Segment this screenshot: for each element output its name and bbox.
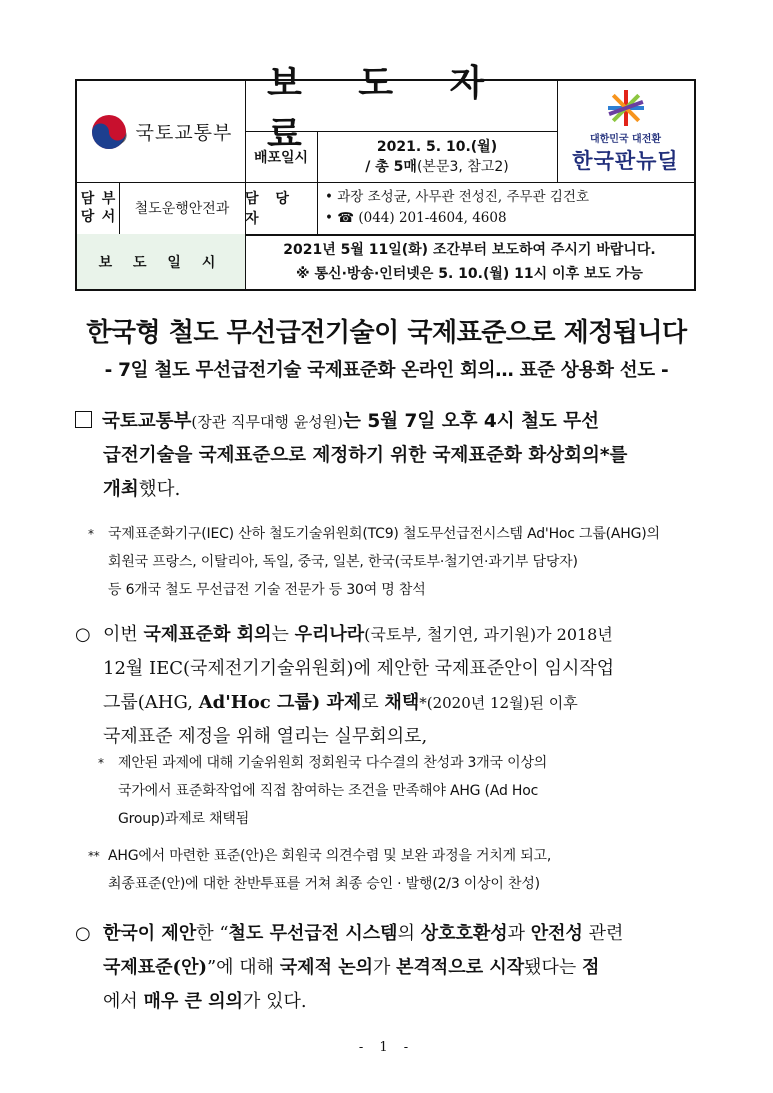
page-number: - 1 -	[358, 1040, 415, 1055]
taegeuk-emblem-icon	[90, 113, 128, 151]
owner-dept-value: 철도운행안전과	[134, 201, 230, 217]
headline: 한국형 철도 무선급전기술이 국제표준으로 제정됩니다	[86, 318, 687, 348]
release-date-value	[245, 234, 694, 289]
paragraph-3: ○ 한국이 제안한 “철도 무선급전 시스템의 상호호환성과 안전성 관련 국제표준(안)”에 대해 국제적 논의가 본격적으로 시작됐다는 점 에서 매우 큰 의의가 있다.	[75, 917, 700, 1019]
checkbox-bullet-icon	[75, 411, 92, 428]
release-line-2: ※ 통신·방송·인터넷은 5. 10.(월) 11시 이후 보도 가능	[296, 265, 643, 282]
distribution-date: 2021. 5. 10.(월)	[376, 138, 498, 155]
brand-small-text: 대한민국 대전환	[589, 134, 662, 145]
release-line-1: 2021년 5월 11일(화) 조간부터 보도하여 주시기 바랍니다.	[283, 241, 656, 258]
korean-new-deal-logo	[557, 81, 694, 182]
release-date-label: 보 도 일 시	[77, 234, 245, 289]
distribution-pages: / 총 5매(본문3, 참고2)	[365, 158, 509, 175]
circle-bullet: ○	[75, 624, 91, 645]
distribution-value	[317, 131, 557, 182]
ministry-logo-text: 국토교통부	[135, 122, 233, 144]
paragraph-1: 국토교통부(장관 직무대행 윤성원)는 5월 7일 오후 4시 철도 무선 급전기술을 국제표준으로 제정하기 위한 국제표준화 화상회의*를 개최했다.	[75, 405, 700, 507]
footnote-3: ** AHG에서 마련한 표준(안)은 회원국 의견수렴 및 보완 과정을 거치게 되고, 최종표준(안)에 대한 찬반투표를 거쳐 최종 승인 · 발행(2/3 이상이 찬성)	[88, 848, 552, 892]
new-deal-burst-icon	[604, 88, 648, 128]
circle-bullet: ○	[75, 923, 91, 944]
paragraph-2: ○ 이번 국제표준화 회의는 우리나라(국토부, 철기연, 과기원)가 2018년 12월 IEC(국제전기기술위원회)에 제안한 국제표준안이 임시작업 그룹(AHG, Ad'Hoc 그룹) 과제로 채택*(2020년 12월)된 이후 국제표준 제정을 위해 열리는 실무회의로,	[75, 618, 700, 754]
person-in-charge-label: 담 당 자	[245, 191, 295, 227]
distribution-label: 배포일시	[253, 149, 309, 166]
charge-names: • 과장 조성균, 사무관 전성진, 주무관 김건호	[325, 189, 589, 205]
owner-dept-label: 담당 부서	[80, 191, 116, 225]
charge-phone: • ☎ (044) 201-4604, 4608	[325, 210, 507, 226]
subheadline: - 7일 철도 무선급전기술 국제표준화 온라인 회의… 표준 상용화 선도 -	[104, 360, 669, 381]
footnote-1: * 국제표준화기구(IEC) 산하 철도기술위원회(TC9) 철도무선급전시스템 Ad'Hoc 그룹(AHG)의 회원국 프랑스, 이탈리아, 독일, 중국, 일본, 한국(국토부·철기연·과기부 담당자) 등 6개국 철도 무선급전 기술 전문가 등 30여 명 참석	[88, 526, 660, 598]
press-release-header-table	[75, 63, 696, 291]
footnote-2: * 제안된 과제에 대해 기술위원회 정회원국 다수결의 찬성과 3개국 이상의 국가에서 표준화작업에 직접 참여하는 조건을 만족해야 AHG (Ad Hoc Group)과제로 채택됨	[98, 755, 548, 827]
brand-big-text: 한국판뉴딜	[572, 149, 679, 173]
person-in-charge-value	[317, 182, 694, 234]
press-release-title: 보 도 자 료	[267, 63, 507, 155]
ministry-logo	[77, 81, 245, 182]
